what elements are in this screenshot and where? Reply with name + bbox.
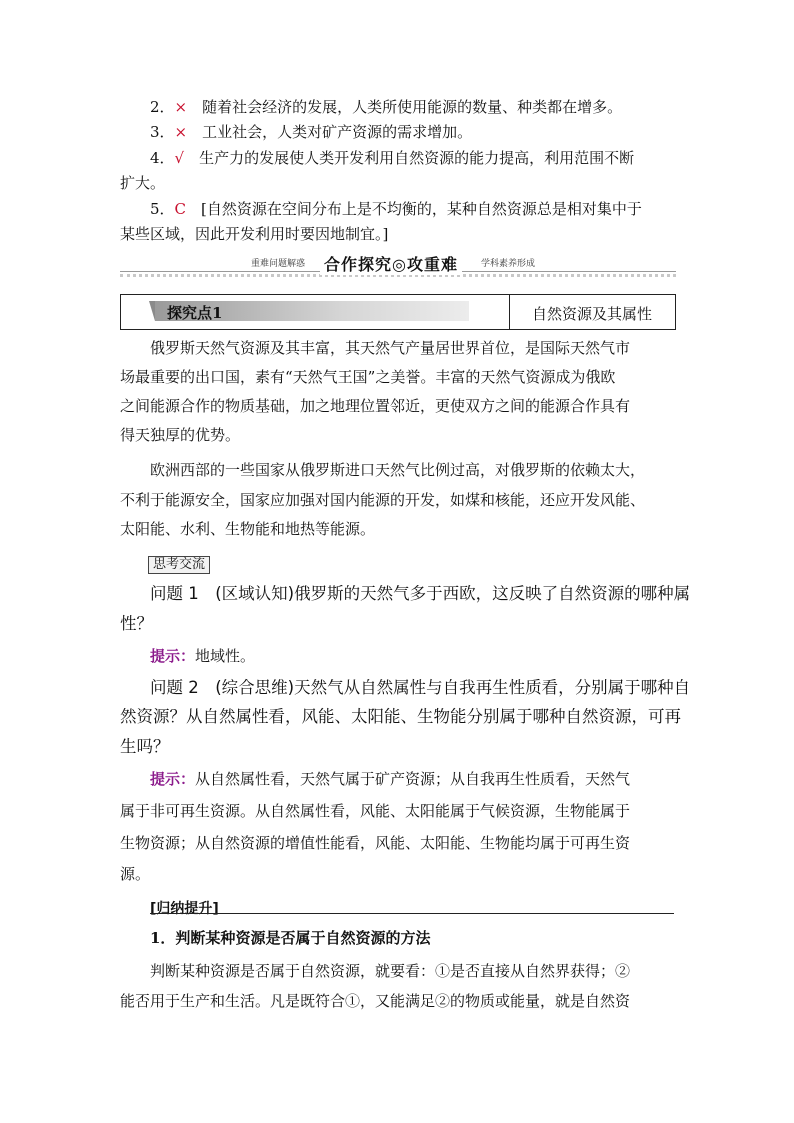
question1-line: 性？ (120, 614, 153, 633)
question2-line: 然资源？从自然属性看，风能、太阳能、生物能分别属于哪种自然资源，可再 (120, 707, 681, 726)
divider-left-label: 重难问题解惑 (248, 256, 308, 269)
answer-3 (150, 122, 472, 142)
section-divider (120, 256, 676, 276)
hint-text: 地域性。 (195, 647, 256, 665)
hint-label: 提示： (150, 770, 196, 788)
paragraph1-line: 场最重要的出口国，素有“天然气王国”之美誉。丰富的天然气资源成为俄欧 (120, 368, 616, 386)
answer-num: 2． (150, 98, 175, 116)
hint2-line (150, 769, 630, 789)
answer-5 (150, 199, 642, 219)
answer-choice: C (174, 200, 187, 218)
question1-line: 问题 1 (区域认知)俄罗斯的天然气多于西欧，这反映了自然资源的哪种属 (150, 584, 691, 603)
answer-4 (150, 148, 634, 168)
answer-num: 3． (150, 123, 175, 141)
answer-num: 5． (150, 200, 175, 218)
hint1 (150, 646, 255, 666)
hint-text: 从自然属性看，天然气属于矿产资源；从自我再生性质看，天然气 (195, 770, 631, 788)
answer-2 (150, 97, 622, 117)
summary-tag: [归纳提升] (150, 901, 219, 917)
summary-text-line: 能否用于生产和生活。凡是既符合①，又能满足②的物质或能量，就是自然资 (120, 992, 631, 1010)
hint2-line: 源。 (120, 865, 151, 883)
divider-right-label: 学科素养形成 (478, 256, 538, 269)
answer-text: 工业社会，人类对矿产资源的需求增加。 (202, 123, 473, 141)
answer-num: 4． (150, 149, 175, 167)
hint-label: 提示： (150, 647, 196, 665)
answer-5-cont: 某些区域，因此开发利用时要因地制宜。] (120, 225, 389, 243)
answer-text: [自然资源在空间分布上是不均衡的，某种自然资源总是相对集中于 (201, 200, 642, 218)
summary-heading: 1．判断某种资源是否属于自然资源的方法 (150, 929, 431, 947)
answer-4-cont: 扩大。 (120, 174, 166, 192)
paragraph2-line: 太阳能、水利、生物能和地热等能源。 (120, 520, 376, 538)
question2-line: 生吗？ (120, 737, 170, 756)
paragraph2-line: 不利于能源安全，国家应加强对国内能源的开发，如煤和核能，还应开发风能、 (120, 491, 646, 509)
think-exchange-tag: 思考交流 (148, 556, 210, 574)
wrong-mark-icon: × (174, 98, 188, 116)
paragraph1-line: 得天独厚的优势。 (120, 426, 241, 444)
paragraph1-line: 之间能源合作的物质基础，加之地理位置邻近，更使双方之间的能源合作具有 (120, 397, 631, 415)
summary-rule (150, 913, 674, 914)
answer-text: 随着社会经济的发展，人类所使用能源的数量、种类都在增多。 (202, 98, 623, 116)
explore-point-box (120, 294, 676, 330)
hint2-line: 属于非可再生资源。从自然属性看，风能、太阳能属于气候资源，生物能属于 (120, 802, 631, 820)
check-mark-icon: √ (174, 149, 185, 167)
wrong-mark-icon: × (174, 123, 188, 141)
section-title: 合作探究◎攻重难 (320, 252, 462, 275)
question2-line: 问题 2 (综合思维)天然气从自然属性与自我再生性质看，分别属于哪种自 (150, 678, 691, 697)
explore-point-label: 探究点1 (167, 304, 223, 322)
hint2-line: 生物资源；从自然资源的增值性能看，风能、太阳能、生物能均属于可再生资 (120, 834, 631, 852)
answer-text: 生产力的发展使人类开发利用自然资源的能力提高，利用范围不断 (199, 149, 635, 167)
paragraph2-line: 欧洲西部的一些国家从俄罗斯进口天然气比例过高，对俄罗斯的依赖太大， (150, 461, 646, 479)
paragraph1-line: 俄罗斯天然气资源及其丰富，其天然气产量居世界首位，是国际天然气市 (150, 339, 631, 357)
summary-text-line: 判断某种资源是否属于自然资源，就要看：①是否直接从自然界获得；② (150, 962, 631, 980)
explore-topic: 自然资源及其属性 (531, 305, 652, 323)
